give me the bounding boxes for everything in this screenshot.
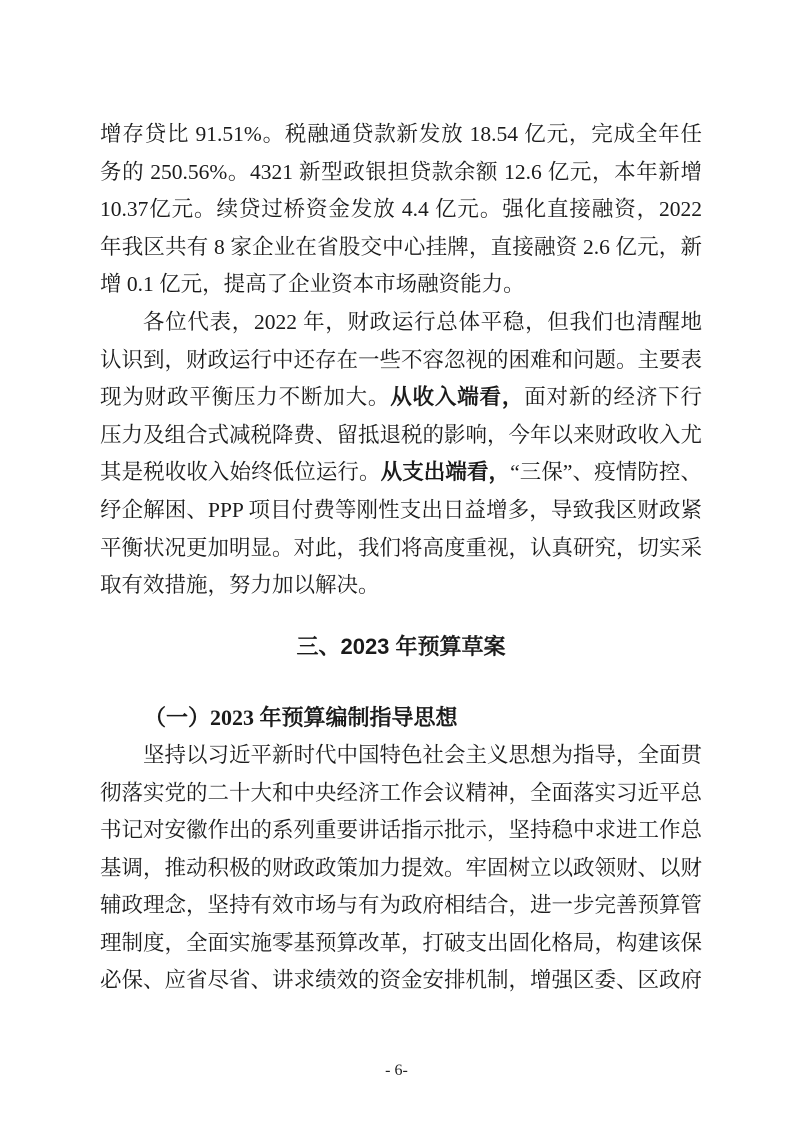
text-run: “三保”、疫情防控、纾企解困、PPP 项目付费等刚性支出日益增多，导致我区财政紧平衡状况更加明显。对此，我们将高度重视，认真研究，切实采取有效措施，努力加以解决。 [100,460,703,598]
paragraph-guiding-principles: 坚持以习近平新时代中国特色社会主义思想为指导，全面贯彻落实党的二十大和中央经济工作会议精神，全面落实习近平总书记对安徽作出的系列重要讲话指示批示，坚持稳中求进工作总基调，推动积极的财政政策加力提效。牢固树立以政领财、以财辅政理念，坚持有效市场与有为政府相结合，进一步完善预算管理制度，全面实施零基预算改革，打破支出固化格局，构建该保必保、应省尽省、讲求绩效的资金安排机制，增强区委、区政府 [100,742,703,993]
paragraph-continuation: 增存贷比 91.51%。税融通贷款新发放 18.54 亿元，完成全年任务的 250.56%。4321 新型政银担贷款余额 12.6 亿元，本年新增 10.37亿元。续贷过桥资金发放 4.4 亿元。强化直接融资，2022 年我区共有 8 家企业在省股交中心挂牌，直接融资 2.6 亿元，新增 0.1 亿元，提高了企业资本市场融资能力。 [100,122,702,297]
page-content [100,116,702,1000]
text-run: 各位代表，2022 年，财政运行总体平稳，但我们也清醒地认识到，财政运行中还存在一些不容忽视的困难和问题。主要表现为财政平衡压力不断加大。 [100,309,703,410]
subsection-heading: （一）2023 年预算编制指导思想 [144,705,458,731]
text-run: 面对新的经济下行压力及组合式减税降费、留抵退税的影响，今年以来财政收入尤其是税收收入始终低位运行。 [100,385,703,485]
page-number: - 6- [385,1062,408,1079]
paragraph-2 [100,304,702,605]
text-run-emphasis-income: 从收入端看， [390,385,525,410]
section-heading: 三、2023 年预算草案 [296,633,506,659]
text-run-emphasis-expenditure: 从支出端看， [380,460,511,485]
